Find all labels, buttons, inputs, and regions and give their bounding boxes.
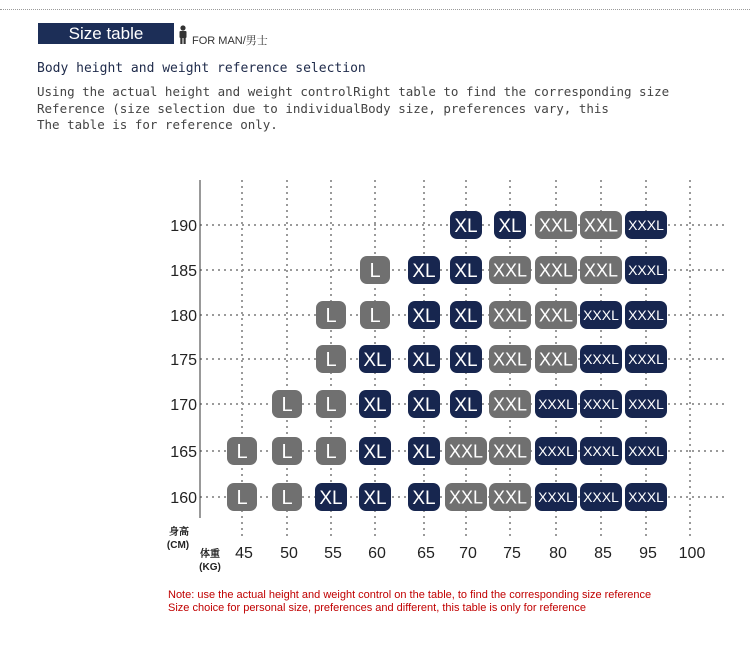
- size-badge-label: XXL: [448, 487, 484, 508]
- size-badge-label: XXXL: [583, 307, 619, 324]
- size-badge-label: XL: [454, 394, 478, 416]
- size-badge-label: L: [369, 305, 381, 328]
- size-badge-label: XXXL: [538, 396, 574, 413]
- size-badge-label: XL: [363, 441, 387, 463]
- y-tick-label: 175: [170, 352, 197, 369]
- x-tick-label: 100: [678, 545, 706, 562]
- size-badge-label: L: [281, 394, 293, 417]
- size-badge-label: L: [369, 260, 381, 283]
- size-badge-label: L: [325, 394, 337, 417]
- y-tick-label: 185: [170, 263, 197, 280]
- size-badge-label: XL: [454, 260, 478, 282]
- description-line: The table is for reference only.: [37, 117, 278, 132]
- size-badge-label: XL: [454, 305, 478, 327]
- size-badge-label: L: [325, 305, 337, 328]
- size-badge-label: XXXL: [628, 489, 664, 506]
- size-badge-label: XL: [454, 215, 478, 237]
- size-badge-label: L: [236, 441, 248, 464]
- size-badge-label: L: [325, 441, 337, 464]
- size-badge-label: XXXL: [628, 351, 664, 368]
- size-badge-label: XXXL: [628, 307, 664, 324]
- description-line: Using the actual height and weight controlRight table to find the corresponding size: [37, 84, 670, 99]
- x-axis-label-unit: (KG): [199, 562, 221, 573]
- y-tick-label: 165: [170, 444, 197, 461]
- size-badge-label: XXXL: [583, 443, 619, 460]
- size-badge-label: XXL: [492, 349, 528, 370]
- gender-label: FOR MAN/男士: [192, 35, 268, 47]
- y-tick-label: 160: [170, 490, 197, 507]
- size-badge-label: XL: [412, 305, 436, 327]
- x-axis-label: 体重: [200, 549, 220, 560]
- size-badge-label: XXXL: [628, 217, 664, 234]
- size-badge-label: XXL: [448, 441, 484, 462]
- x-tick-label: 50: [280, 545, 298, 562]
- y-axis-label-unit: (CM): [166, 540, 190, 551]
- size-badge-label: XXL: [492, 394, 528, 415]
- x-tick-label: 60: [368, 545, 386, 562]
- size-badge-label: XXL: [492, 487, 528, 508]
- size-badge-label: XXL: [492, 260, 528, 281]
- size-badge-label: XXXL: [628, 396, 664, 413]
- y-tick-label: 170: [170, 397, 197, 414]
- size-badge-label: XXL: [538, 349, 574, 370]
- y-axis-label: 身高: [169, 527, 189, 538]
- x-tick-label: 80: [549, 545, 567, 562]
- size-badge-label: XXL: [492, 305, 528, 326]
- size-badge-label: XXL: [538, 305, 574, 326]
- size-badge-label: XXXL: [538, 489, 574, 506]
- size-badge-label: L: [236, 487, 248, 510]
- page-title: Size table: [38, 23, 174, 44]
- y-tick-label: 190: [170, 218, 197, 235]
- x-tick-label: 85: [594, 545, 612, 562]
- size-badge-label: XL: [319, 487, 343, 509]
- size-badge-label: XL: [454, 349, 478, 371]
- size-badge-label: XL: [412, 487, 436, 509]
- size-badge-label: XXXL: [583, 396, 619, 413]
- size-badge-label: XXXL: [583, 351, 619, 368]
- footnote-line: Size choice for personal size, preferences and different, this table is only for reference: [168, 602, 587, 614]
- size-badge-label: XL: [363, 349, 387, 371]
- size-badge-label: XL: [412, 260, 436, 282]
- x-tick-label: 75: [503, 545, 521, 562]
- x-tick-label: 70: [459, 545, 477, 562]
- x-tick-label: 45: [235, 545, 253, 562]
- x-tick-label: 55: [324, 545, 342, 562]
- size-badge-label: XXL: [538, 215, 574, 236]
- size-badge-label: XL: [412, 441, 436, 463]
- size-badge-label: XXL: [583, 215, 619, 236]
- size-badge-label: L: [325, 349, 337, 372]
- size-badge-label: XL: [412, 349, 436, 371]
- size-badge-label: XXXL: [628, 262, 664, 279]
- description-line: Reference (size selection due to individualBody size, preferences vary, this: [37, 100, 609, 116]
- x-tick-label: 95: [639, 545, 657, 562]
- size-badge-label: L: [281, 487, 293, 510]
- size-badge-label: XL: [363, 487, 387, 509]
- size-badge-label: XXL: [538, 260, 574, 281]
- size-badge-label: XL: [363, 394, 387, 416]
- y-tick-label: 180: [170, 308, 197, 325]
- size-badge-label: XXL: [583, 260, 619, 281]
- footnote: [168, 589, 651, 615]
- section-subtitle: Body height and weight reference selection: [37, 61, 366, 76]
- footnote-line: Note: use the actual height and weight control on the table, to find the corresponding size reference: [168, 589, 652, 601]
- size-badge-label: XL: [498, 215, 522, 237]
- x-tick-label: 65: [417, 545, 435, 562]
- size-badge-label: XXL: [492, 441, 528, 462]
- size-badge-label: XXXL: [628, 443, 664, 460]
- size-badge-label: XXXL: [538, 443, 574, 460]
- size-badge-label: XXXL: [583, 489, 619, 506]
- size-badge-label: XL: [412, 394, 436, 416]
- size-badge-label: L: [281, 441, 293, 464]
